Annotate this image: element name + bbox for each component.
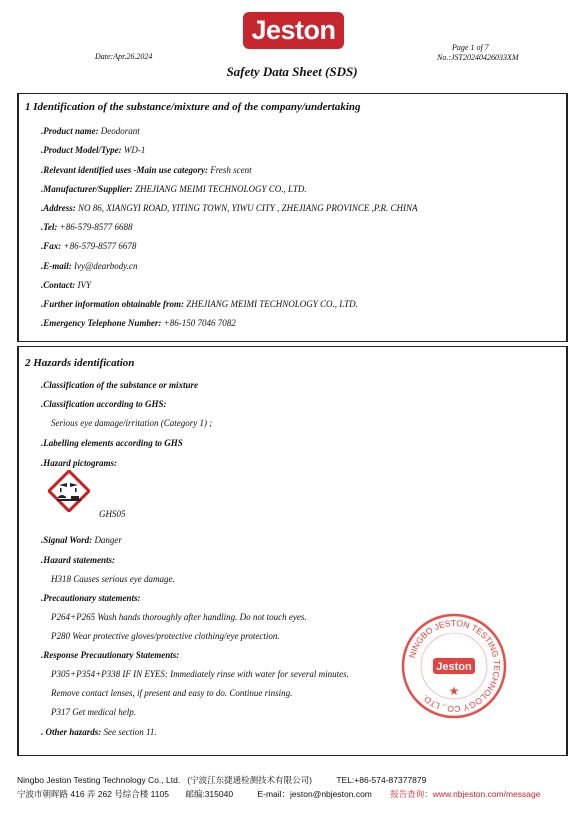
field-manufacturer: .Manufacturer/Supplier: ZHEJIANG MEIMI TECHNOLOGY CO., LTD. xyxy=(41,184,307,194)
signal-word: .Signal Word: Danger xyxy=(41,535,122,545)
field-tel: .Tel: +86-579-8577 6688 xyxy=(41,222,133,232)
response-item: P305+P354+P338 IF IN EYES: Immediately rinse with water for several minutes. xyxy=(51,669,349,679)
report-query-link[interactable]: 报告查询：www.nbjeston.com/message xyxy=(390,789,541,799)
section-identification xyxy=(17,93,568,342)
field-product-name: .Product name: Deodorant xyxy=(41,126,140,136)
labelling-label: .Labelling elements according to GHS xyxy=(41,438,183,448)
document-number: No.:JST20240426033XM xyxy=(437,53,519,62)
document-title: Safety Data Sheet (SDS) xyxy=(226,64,358,79)
precaution-item: P280 Wear protective gloves/protective clothing/eye protection. xyxy=(51,631,280,641)
company-seal-stamp xyxy=(400,612,508,720)
issue-date: Date:Apr.26.2024 xyxy=(95,52,153,61)
other-hazards: . Other hazards: See section 11. xyxy=(41,727,157,737)
logo-text: Jeston xyxy=(251,15,336,45)
footer-line-1: Ningbo Jeston Testing Technology Co., Ltd. (宁波江东捷通检测技术有限公司) TEL:+86-574-87377879 xyxy=(17,775,427,785)
precaution-item: P264+P265 Wash hands thoroughly after handling. Do not touch eyes. xyxy=(51,612,307,622)
svg-text:Jeston: Jeston xyxy=(436,661,472,673)
field-address: .Address: NO 86, XIANGYI ROAD, YITING TOWN, YIWU CITY , ZHEJIANG PROVINCE ,P.R. CHINA xyxy=(41,203,418,213)
corrosion-icon xyxy=(48,470,90,512)
precautionary-label: .Precautionary statements: xyxy=(41,593,141,603)
pictogram-code: GHS05 xyxy=(99,509,126,519)
svg-text:NINGBO JESTON TESTING TECHNOLO: NINGBO JESTON TESTING TECHNOLOGY CO., LTD. xyxy=(406,617,503,715)
jeston-logo xyxy=(243,12,344,49)
field-relevant-uses: .Relevant identified uses -Main use category: Fresh scent xyxy=(41,165,252,175)
hazard-statement: H318 Causes serious eye damage. xyxy=(51,574,175,584)
classification-label: .Classification of the substance or mixture xyxy=(41,380,199,390)
svg-text:★: ★ xyxy=(448,684,460,698)
field-product-model: .Product Model/Type: WD-1 xyxy=(41,145,146,155)
field-contact: .Contact: IVY xyxy=(41,280,92,290)
footer-line-2: 宁波市朝晖路 416 弄 262 号综合楼 1105 邮编:315040 E-mail：jeston@nbjeston.com 报告查询：www.nbjeston.com/message xyxy=(17,789,541,799)
ghs-classification-label: .Classification according to GHS: xyxy=(41,399,167,409)
ghs-classification-value: Serious eye damage/irritation (Category 1) ; xyxy=(51,418,213,428)
page-number: Page 1 of 7 xyxy=(452,43,489,52)
section-heading: 1 Identification of the substance/mixture and of the company/undertaking xyxy=(25,101,361,113)
field-emergency-phone: .Emergency Telephone Number: +86-150 7046 7082 xyxy=(41,318,236,328)
field-further-info: .Further information obtainable from: ZHEJIANG MEIMI TECHNOLOGY CO., LTD. xyxy=(41,299,358,309)
response-item: Remove contact lenses, if present and easy to do. Continue rinsing. xyxy=(51,688,293,698)
field-email: .E-mail: Ivy@dearbody.cn xyxy=(41,261,138,271)
field-fax: .Fax: +86-579-8577 6678 xyxy=(41,241,137,251)
response-label: .Response Precautionary Statements: xyxy=(41,650,180,660)
pictograms-label: .Hazard pictograms: xyxy=(41,458,118,468)
section-heading: 2 Hazards identification xyxy=(25,357,135,369)
hazard-statements-label: .Hazard statements: xyxy=(41,555,116,565)
response-item: P317 Get medical help. xyxy=(51,707,136,717)
